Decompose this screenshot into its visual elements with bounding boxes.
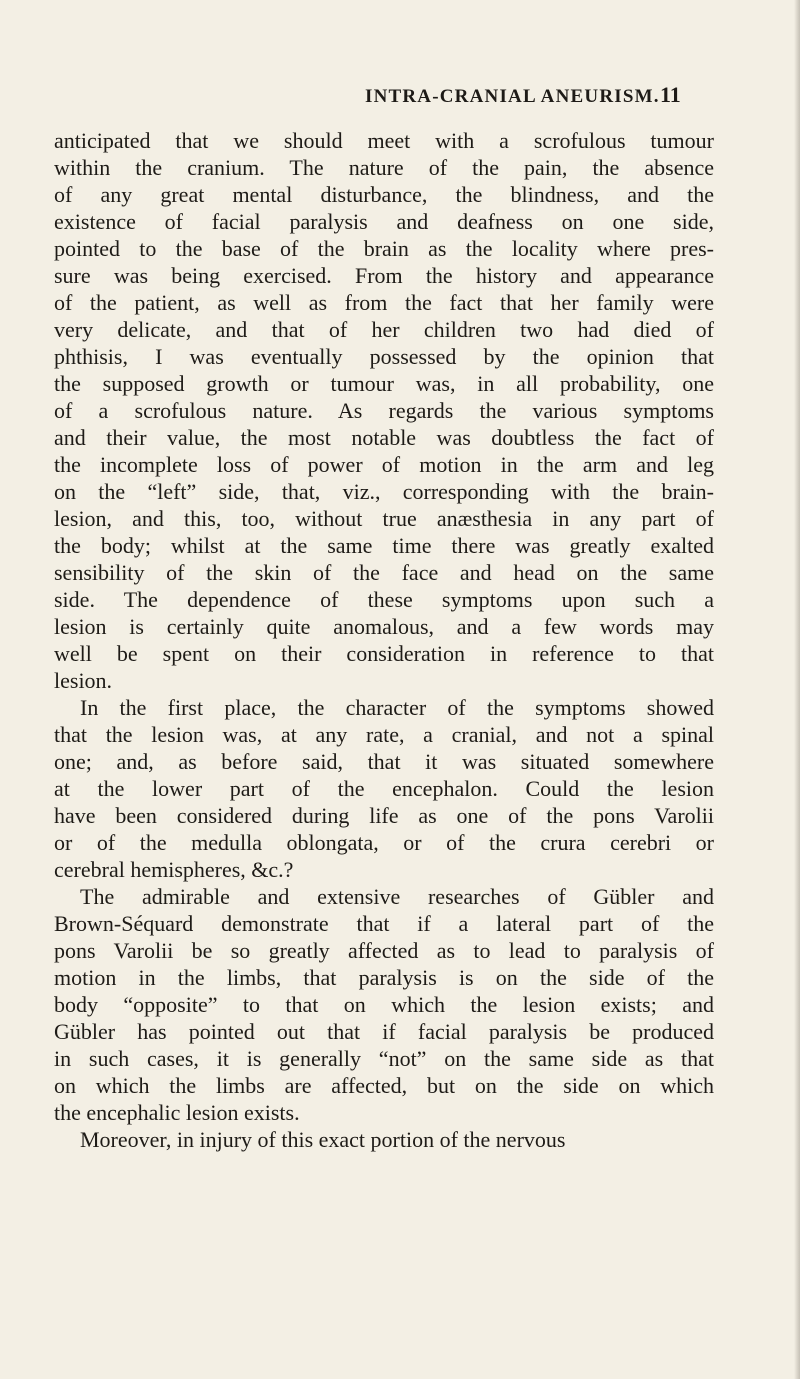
text-line: of any great mental disturbance, the blindness, and the <box>54 182 714 207</box>
text-line: the incomplete loss of power of motion in the arm and leg <box>54 452 714 477</box>
text-line: existence of facial paralysis and deafness on one side, <box>54 209 714 234</box>
text-line: lesion is certainly quite anomalous, and a few words may <box>54 614 714 639</box>
text-line: pons Varolii be so greatly affected as to lead to paralysis of <box>54 938 714 963</box>
body-text <box>54 127 714 1153</box>
paragraph-start-line: Moreover, in injury of this exact portion of the nervous <box>80 1127 566 1152</box>
text-line: or of the medulla oblongata, or of the crura cerebri or <box>54 830 714 855</box>
page-header <box>0 82 800 116</box>
text-line: Gübler has pointed out that if facial paralysis be produced <box>54 1019 714 1044</box>
text-line: body “opposite” to that on which the lesion exists; and <box>54 992 714 1017</box>
text-line: side. The dependence of these symptoms upon such a <box>54 587 714 612</box>
text-line: Brown-Séquard demonstrate that if a lateral part of the <box>54 911 714 936</box>
text-line: lesion, and this, too, without true anæsthesia in any part of <box>54 506 714 531</box>
text-line: motion in the limbs, that paralysis is on the side of the <box>54 965 714 990</box>
text-line: at the lower part of the encephalon. Could the lesion <box>54 776 714 801</box>
text-line: the body; whilst at the same time there was greatly exalted <box>54 533 714 558</box>
paragraph-start-line: In the first place, the character of the symptoms showed <box>80 695 714 720</box>
text-line: have been considered during life as one of the pons Varolii <box>54 803 714 828</box>
text-line: one; and, as before said, that it was situated somewhere <box>54 749 714 774</box>
paragraph-start-line: The admirable and extensive researches of Gübler and <box>80 884 714 909</box>
text-line: well be spent on their consideration in reference to that <box>54 641 714 666</box>
text-line: sensibility of the skin of the face and head on the same <box>54 560 714 585</box>
text-line: and their value, the most notable was doubtless the fact of <box>54 425 714 450</box>
page-number: 11 <box>660 82 681 107</box>
text-line: the supposed growth or tumour was, in all probability, one <box>54 371 714 396</box>
text-line: on the “left” side, that, viz., corresponding with the brain- <box>54 479 714 504</box>
text-line: pointed to the base of the brain as the locality where pres- <box>54 236 714 261</box>
text-line: of a scrofulous nature. As regards the various symptoms <box>54 398 714 423</box>
paragraph-end-line: cerebral hemispheres, &c.? <box>54 857 294 882</box>
text-line: phthisis, I was eventually possessed by the opinion that <box>54 344 714 369</box>
running-title: INTRA-CRANIAL ANEURISM. <box>365 86 660 107</box>
text-line: of the patient, as well as from the fact that her family were <box>54 290 714 315</box>
page-edge-shadow <box>794 0 800 1379</box>
text-line: in such cases, it is generally “not” on the same side as that <box>54 1046 714 1071</box>
text-line: within the cranium. The nature of the pain, the absence <box>54 155 714 180</box>
text-line: that the lesion was, at any rate, a cranial, and not a spinal <box>54 722 714 747</box>
paragraph-end-line: lesion. <box>54 668 113 693</box>
text-line: on which the limbs are affected, but on the side on which <box>54 1073 714 1098</box>
paragraph-end-line: the encephalic lesion exists. <box>54 1100 300 1125</box>
text-line: anticipated that we should meet with a scrofulous tumour <box>54 128 714 153</box>
text-line: sure was being exercised. From the history and appearance <box>54 263 714 288</box>
text-line: very delicate, and that of her children two had died of <box>54 317 714 342</box>
